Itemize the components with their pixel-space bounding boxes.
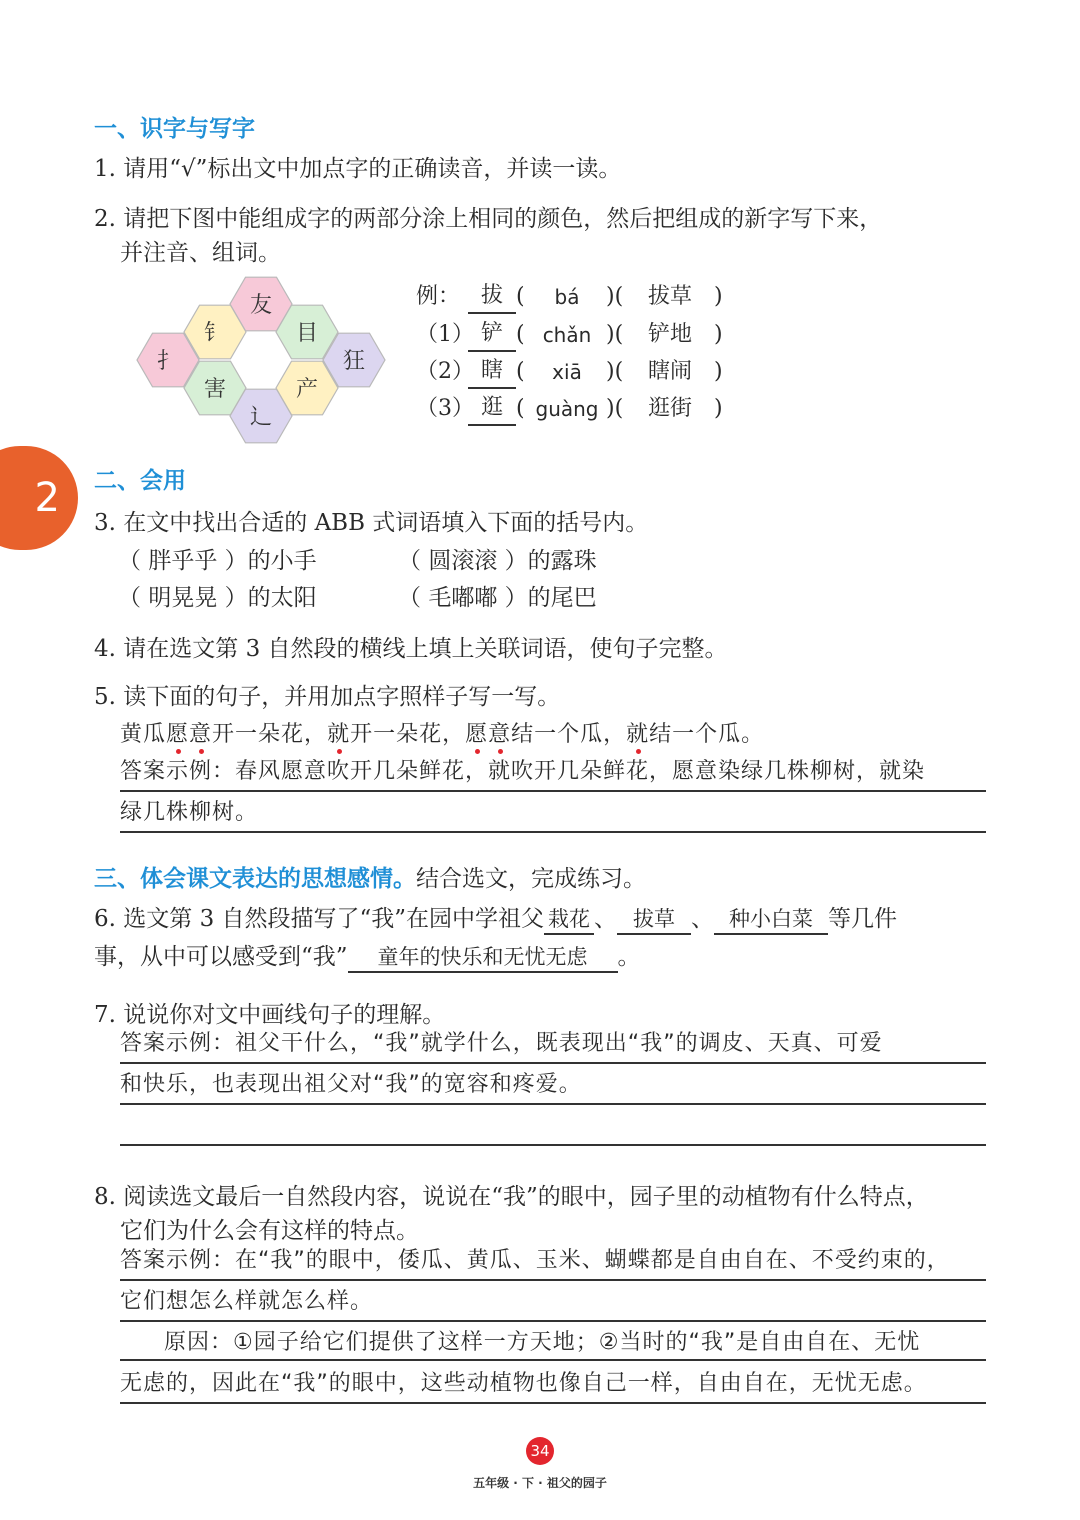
- row-label: （3）: [416, 396, 474, 421]
- q5-example-sentence: 黄瓜愿意开一朵花，就开一朵花，愿意结一个瓜，就结一个瓜。: [120, 722, 765, 747]
- word: 瞎闹: [648, 359, 693, 384]
- hexagon-char: 狂: [342, 349, 366, 374]
- row-label: 例：: [416, 284, 461, 309]
- hexagon-char: 辶: [249, 405, 273, 430]
- question-6-line2: 事，从中可以感受到“我” 童年的快乐和无忧无虑 。: [94, 938, 641, 973]
- q8-answer-line2: 它们想怎么样就怎么样。: [120, 1282, 986, 1322]
- q7-answer-line3: [120, 1106, 986, 1146]
- row-label: （2）: [416, 359, 474, 384]
- q5-answer-line1: 答案示例：春风愿意吹开几朵鲜花，就吹开几朵鲜花，愿意染绿几株柳树，就染: [120, 752, 986, 792]
- question-4: 4. 请在选文第 3 自然段的横线上填上关联词语，使句子完整。: [94, 636, 728, 662]
- section-title-2: 二、会用: [94, 468, 186, 494]
- hexagon-char: 目: [295, 321, 319, 346]
- q7-answer-line2: 和快乐，也表现出祖父对“我”的宽容和疼爱。: [120, 1065, 986, 1105]
- page-number: 34: [526, 1437, 554, 1465]
- hexagon-char: 害: [203, 377, 227, 402]
- question-7: 7. 说说你对文中画线句子的理解。: [94, 1002, 446, 1028]
- hexagon-char: 产: [295, 377, 319, 402]
- question-1: 1. 请用“√”标出文中加点字的正确读音，并读一读。: [94, 156, 622, 182]
- pinyin: xiā: [552, 360, 582, 384]
- q5-answer-line2: 绿几株柳树。: [120, 793, 986, 833]
- abb-item-3: （ 明晃晃 ）的太阳: [118, 585, 317, 611]
- pinyin: bá: [554, 285, 580, 309]
- q7-answer-line1: 答案示例：祖父干什么，“我”就学什么，既表现出“我”的调皮、天真、可爱: [120, 1024, 986, 1064]
- unit-tab: 2: [0, 446, 78, 550]
- question-6-line1: 6. 选文第 3 自然段描写了“我”在园中学祖父 栽花 、 拔草 、 种小白菜 等几件: [94, 900, 897, 935]
- pinyin: guàng: [535, 397, 599, 421]
- question-2-line1: 2. 请把下图中能组成字的两部分涂上相同的颜色，然后把组成的新字写下来，: [94, 206, 883, 232]
- word: 拔草: [648, 284, 693, 309]
- hexagon-char: 钅: [203, 321, 227, 346]
- question-8-line1: 8. 阅读选文最后一自然段内容，说说在“我”的眼中，园子里的动植物有什么特点，: [94, 1184, 929, 1210]
- new-char: 拔: [468, 280, 516, 314]
- footer-text: 五年级 · 下 · 祖父的园子: [473, 1476, 607, 1490]
- pinyin: chǎn: [542, 323, 592, 347]
- hexagon-char: 友: [249, 293, 273, 318]
- question-3: 3. 在文中找出合适的 ABB 式词语填入下面的括号内。: [94, 510, 649, 536]
- section-title-1: 一、识字与写字: [94, 116, 255, 142]
- new-char: 逛: [468, 392, 516, 426]
- q8-answer-line4: 无虑的，因此在“我”的眼中，这些动植物也像自己一样，自由自在，无忧无虑。: [120, 1364, 986, 1404]
- question-8-line2: 它们为什么会有这样的特点。: [120, 1218, 419, 1244]
- q8-answer-line1: 答案示例：在“我”的眼中，倭瓜、黄瓜、玉米、蝴蝶都是自由自在、不受约束的，: [120, 1241, 986, 1281]
- abb-item-2: （ 圆滚滚 ）的露珠: [398, 548, 597, 574]
- section-title-3: 三、体会课文表达的思想感情。结合选文，完成练习。: [94, 866, 646, 892]
- hexagon-char: 扌: [156, 349, 180, 374]
- abb-item-1: （ 胖乎乎 ）的小手: [118, 548, 317, 574]
- abb-item-4: （ 毛嘟嘟 ）的尾巴: [398, 585, 597, 611]
- q8-answer-line3: 原因：①园子给它们提供了这样一方天地；②当时的“我”是自由自在、无忧: [120, 1323, 986, 1361]
- word: 逛街: [648, 396, 693, 421]
- question-2-line2: 并注音、组词。: [120, 240, 281, 266]
- row-label: （1）: [416, 322, 474, 347]
- question-5: 5. 读下面的句子，并用加点字照样子写一写。: [94, 684, 561, 710]
- new-char: 铲: [468, 318, 516, 352]
- new-char: 瞎: [468, 355, 516, 389]
- word: 铲地: [648, 322, 693, 347]
- hexagon-puzzle: [130, 270, 395, 450]
